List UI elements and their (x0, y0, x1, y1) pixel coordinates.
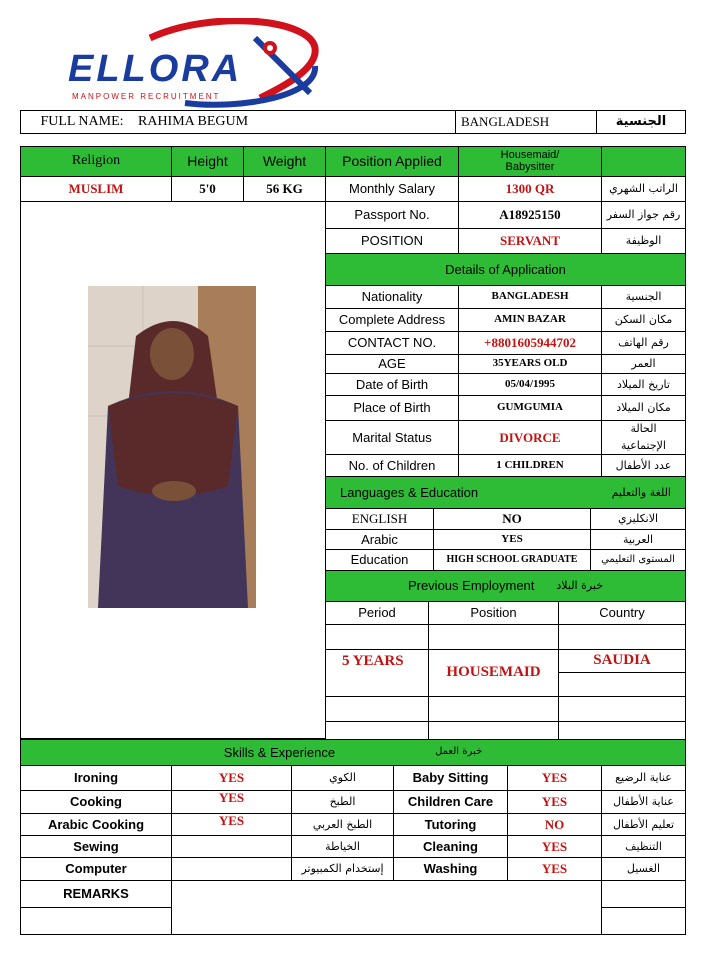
children-label: No. of Children (325, 454, 459, 477)
employment-header (325, 570, 686, 602)
skill-cleaning-ar: التنظيف (601, 835, 686, 858)
skill-cooking-value: YES (171, 790, 292, 814)
height-value: 5'0 (171, 176, 244, 202)
skill-arabic-cooking-value: YES (171, 813, 292, 836)
marital-ar: الحالة الإجتماعية (601, 420, 686, 455)
skills-header (20, 739, 686, 766)
nationality-ar: الجنسية (601, 285, 686, 309)
candidate-photo (88, 286, 256, 608)
languages-header (325, 476, 686, 509)
nationality-label: Nationality (325, 285, 459, 309)
salary-value: 1300 QR (458, 176, 602, 202)
education-value: HIGH SCHOOL GRADUATE (433, 549, 591, 571)
header-nationality: BANGLADESH (455, 110, 597, 134)
education-ar: المستوى التعليمي (590, 549, 686, 571)
dob-value: 05/04/1995 (458, 373, 602, 396)
green-blank-cell (601, 146, 686, 177)
emp-cell (558, 624, 686, 650)
skill-sewing-value (171, 835, 292, 858)
emp-cell (558, 696, 686, 722)
position-label: POSITION (325, 228, 459, 254)
skill-childcare-ar: عناية الأطفال (601, 790, 686, 814)
skill-sewing-ar: الخياطة (291, 835, 394, 858)
skill-cooking-label: Cooking (20, 790, 172, 814)
age-value: 35YEARS OLD (458, 354, 602, 374)
position-value: SERVANT (458, 228, 602, 254)
full-name-value: RAHIMA BEGUM (138, 113, 249, 129)
skills-title: Skills & Experience (223, 744, 336, 760)
skill-ironing-value: YES (171, 765, 292, 791)
skill-cooking-ar: الطبخ (291, 790, 394, 814)
emp-cell (558, 721, 686, 740)
skill-washing-value: YES (507, 857, 602, 881)
candidate-portrait-icon (88, 286, 256, 608)
emp-cell (428, 721, 559, 740)
salary-label: Monthly Salary (325, 176, 459, 202)
remarks-body (171, 880, 602, 935)
skill-computer-value (171, 857, 292, 881)
marital-label: Marital Status (325, 420, 459, 455)
weight-value: 56 KG (243, 176, 326, 202)
emp-cell (428, 624, 559, 650)
skill-babysitting-value: YES (507, 765, 602, 791)
skill-computer-label: Computer (20, 857, 172, 881)
logo-tagline: MANPOWER RECRUITMENT (72, 92, 221, 101)
passport-value: A18925150 (458, 201, 602, 229)
skill-computer-ar: إستخدام الكمبيوتر (291, 857, 394, 881)
dob-ar: تاريخ الميلاد (601, 373, 686, 396)
position-applied-header: Position Applied (325, 146, 459, 177)
country-header: Country (558, 601, 686, 625)
salary-ar: الراتب الشهري (601, 176, 686, 202)
children-ar: عدد الأطفال (601, 454, 686, 477)
dob-label: Date of Birth (325, 373, 459, 396)
weight-header: Weight (243, 146, 326, 177)
position-header: Position (428, 601, 559, 625)
languages-title: Languages & Education (340, 484, 479, 500)
contact-label: CONTACT NO. (325, 331, 459, 355)
emp-cell (325, 696, 429, 722)
age-label: AGE (325, 354, 459, 374)
employment-title: Previous Employment (407, 578, 535, 594)
religion-value: MUSLIM (20, 176, 172, 202)
address-label: Complete Address (325, 308, 459, 332)
company-logo (60, 18, 322, 110)
full-name-field (20, 110, 456, 134)
arabic-ar: العربية (590, 529, 686, 550)
emp-cell (428, 696, 559, 722)
skill-arabic-cooking-ar: الطبخ العربي (291, 813, 394, 836)
arabic-label: Arabic (325, 529, 434, 550)
remarks-right-top (601, 880, 686, 908)
pob-value: GUMGUMIA (458, 395, 602, 421)
age-ar: العمر (601, 354, 686, 374)
full-name-label: FULL NAME: (40, 113, 124, 129)
logo-brand: ELLORA (68, 48, 243, 90)
address-value: AMIN BAZAR (458, 308, 602, 332)
employment-title-ar: خبرة البلاد (556, 579, 604, 593)
employment-position: HOUSEMAID (428, 649, 559, 697)
height-header: Height (171, 146, 244, 177)
english-label: ENGLISH (325, 508, 434, 530)
skill-washing-label: Washing (393, 857, 508, 881)
marital-value: DIVORCE (458, 420, 602, 455)
children-value: 1 CHILDREN (458, 454, 602, 477)
emp-cell (325, 721, 429, 740)
skill-ironing-ar: الكوي (291, 765, 394, 791)
skill-arabic-cooking-label: Arabic Cooking (20, 813, 172, 836)
skill-sewing-label: Sewing (20, 835, 172, 858)
skill-ironing-label: Ironing (20, 765, 172, 791)
contact-ar: رقم الهاتف (601, 331, 686, 355)
position-applied-value: Housemaid/ Babysitter (458, 146, 602, 177)
emp-cell (558, 672, 686, 697)
period-header: Period (325, 601, 429, 625)
skill-tutoring-label: Tutoring (393, 813, 508, 836)
arabic-value: YES (433, 529, 591, 550)
contact-value: +8801605944702 (458, 331, 602, 355)
passport-label: Passport No. (325, 201, 459, 229)
skill-childcare-value: YES (507, 790, 602, 814)
skill-tutoring-ar: تعليم الأطفال (601, 813, 686, 836)
skill-cleaning-label: Cleaning (393, 835, 508, 858)
remarks-blank (20, 907, 172, 935)
passport-ar: رقم جواز السفر (601, 201, 686, 229)
skills-title-ar: خبرة العمل (435, 746, 483, 758)
details-title: Details of Application (325, 253, 686, 286)
skill-washing-ar: الغسيل (601, 857, 686, 881)
pob-ar: مكان الميلاد (601, 395, 686, 421)
emp-cell (325, 624, 429, 650)
skill-cleaning-value: YES (507, 835, 602, 858)
header-nationality-ar: الجنسية (596, 110, 686, 134)
english-ar: الانكليزي (590, 508, 686, 530)
employment-period: 5 YEARS (325, 649, 429, 697)
religion-header: Religion (20, 146, 172, 177)
remarks-right-bottom (601, 907, 686, 935)
employment-country: SAUDIA (558, 649, 686, 673)
position-ar: الوظيفة (601, 228, 686, 254)
pob-label: Place of Birth (325, 395, 459, 421)
english-value: NO (433, 508, 591, 530)
address-ar: مكان السكن (601, 308, 686, 332)
education-label: Education (325, 549, 434, 571)
languages-title-ar: اللغة والتعليم (611, 485, 671, 499)
skill-babysitting-label: Baby Sitting (393, 765, 508, 791)
skill-childcare-label: Children Care (393, 790, 508, 814)
skill-babysitting-ar: عناية الرضيع (601, 765, 686, 791)
remarks-label: REMARKS (20, 880, 172, 908)
nationality-value: BANGLADESH (458, 285, 602, 309)
skill-tutoring-value: NO (507, 813, 602, 836)
